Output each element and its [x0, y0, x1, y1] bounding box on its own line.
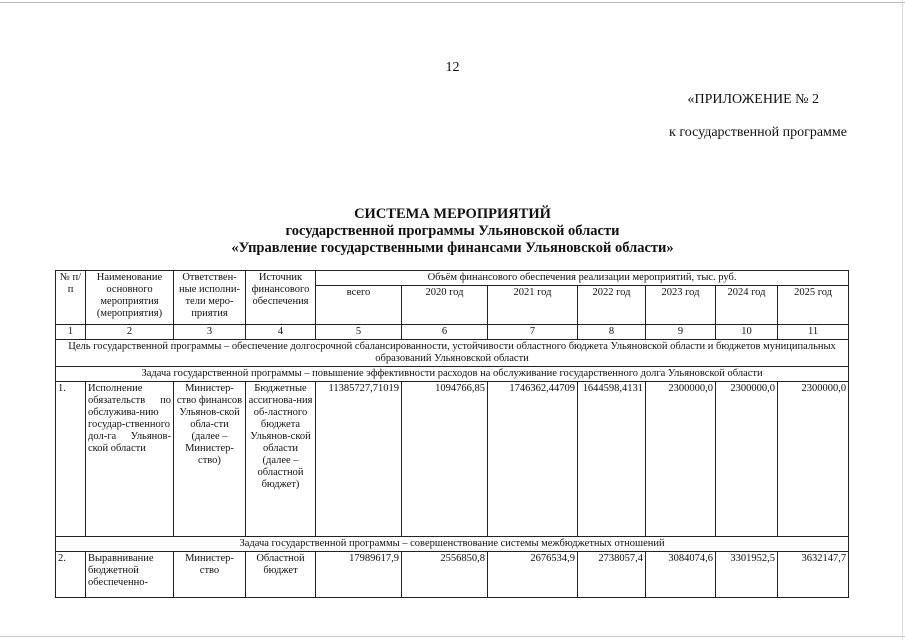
column-number: 3 — [174, 325, 246, 340]
column-number: 2 — [86, 325, 174, 340]
column-number: 8 — [578, 325, 646, 340]
row-num: 2. — [56, 552, 86, 598]
row-value: 2676534,9 — [488, 552, 578, 598]
page-number: 12 — [445, 60, 460, 75]
column-number: 11 — [778, 325, 849, 340]
header-year: 2023 год — [646, 286, 716, 325]
row-value: 2300000,0 — [716, 382, 778, 537]
task-row-2: Задача государственной программы – совершенствование системы межбюджетных отношений — [56, 537, 849, 552]
column-number: 10 — [716, 325, 778, 340]
row-num: 1. — [56, 382, 86, 537]
scan-edge-top — [0, 2, 905, 3]
header-name: Наименование основного мероприятия (мероприятия) — [86, 271, 174, 325]
header-source: Источник финансового обеспечения — [246, 271, 316, 325]
row-value: 3632147,7 — [778, 552, 849, 598]
table-row — [56, 552, 849, 598]
appendix-subtitle: к государственной программе — [669, 125, 847, 140]
heading-line-3: «Управление государственными финансами Ульяновской области» — [231, 240, 674, 256]
header-year: 2025 год — [778, 286, 849, 325]
header-volume: Объём финансового обеспечения реализации мероприятий, тыс. руб. — [316, 271, 849, 286]
row-value: 2300000,0 — [646, 382, 716, 537]
row-value: 3301952,5 — [716, 552, 778, 598]
row-value-total: 11385727,71019 — [316, 382, 402, 537]
header-total: всего — [316, 286, 402, 325]
header-year: 2020 год — [402, 286, 488, 325]
row-value: 2300000,0 — [778, 382, 849, 537]
measures-table — [55, 270, 849, 598]
document-heading — [0, 206, 905, 257]
appendix-title: «ПРИЛОЖЕНИЕ № 2 — [687, 92, 819, 107]
row-name: Выравнивание бюджетной обеспеченно- — [86, 552, 174, 598]
row-value: 2556850,8 — [402, 552, 488, 598]
header-year: 2022 год — [578, 286, 646, 325]
header-executor: Ответствен-ные исполни-тели меро-приятия — [174, 271, 246, 325]
column-number: 4 — [246, 325, 316, 340]
row-value: 2738057,4 — [578, 552, 646, 598]
column-number: 9 — [646, 325, 716, 340]
row-value: 1746362,44709 — [488, 382, 578, 537]
goal-row: Цель государственной программы – обеспечение долгосрочной сбалансированности, устойчивости областного бюджета Ульяновской области и бюджетов муниципальных образований Ульяновской области — [56, 340, 849, 367]
task-row-1: Задача государственной программы – повышение эффективности расходов на обслуживание государственного долга Ульяновской области — [56, 367, 849, 382]
header-year: 2021 год — [488, 286, 578, 325]
header-num: № п/п — [56, 271, 86, 325]
row-value: 1094766,85 — [402, 382, 488, 537]
row-value-total: 17989617,9 — [316, 552, 402, 598]
column-number: 7 — [488, 325, 578, 340]
column-number-row — [56, 325, 849, 340]
row-name: Исполнение обязательств по обслужива-нию государ-ственного дол-га Ульянов-ской области — [86, 382, 174, 537]
table-row — [56, 382, 849, 537]
header-year: 2024 год — [716, 286, 778, 325]
row-value: 3084074,6 — [646, 552, 716, 598]
heading-line-2: государственной программы Ульяновской области — [285, 223, 620, 239]
row-value: 1644598,4131 — [578, 382, 646, 537]
heading-line-1: СИСТЕМА МЕРОПРИЯТИЙ — [354, 206, 551, 222]
scan-edge-bottom — [0, 636, 905, 637]
row-source: Бюджетные ассигнова-ния об-ластного бюджета Ульянов-ской области (далее – областной бюджет) — [246, 382, 316, 537]
row-executor: Министер-ство финансов Ульянов-ской обла-сти (далее – Министер-ство) — [174, 382, 246, 537]
column-number: 5 — [316, 325, 402, 340]
scan-edge-right — [902, 0, 903, 640]
row-source: Областной бюджет — [246, 552, 316, 598]
column-number: 6 — [402, 325, 488, 340]
row-executor: Министер-ство — [174, 552, 246, 598]
column-number: 1 — [56, 325, 86, 340]
